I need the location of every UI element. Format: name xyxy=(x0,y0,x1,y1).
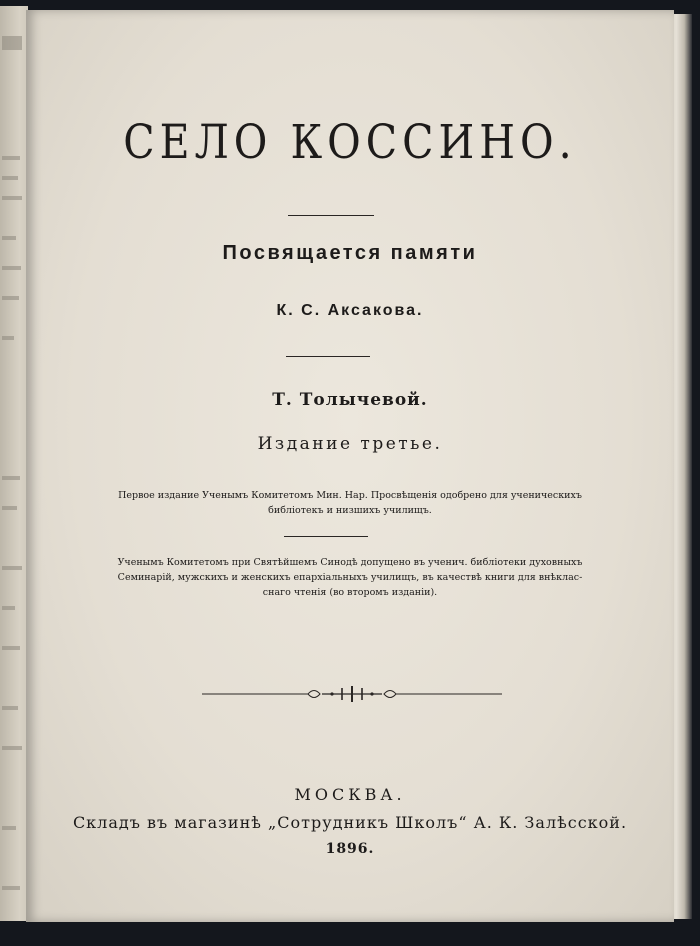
note-line: Семинарій, мужскихъ и женскихъ епархіальныхъ училищъ, въ качествѣ книги для внѣклас- xyxy=(117,572,583,583)
note-line: Первое издание Ученымъ Комитетомъ Мин. Нар. Просвѣщенія одобрено для ученическихъ xyxy=(118,490,582,501)
note-line: Ученымъ Комитетомъ при Святѣйшемъ Синодѣ допущено въ ученич. библіотеки духовныхъ xyxy=(117,557,583,568)
divider-rule xyxy=(284,536,368,537)
edition-line: Издание третье. xyxy=(257,434,443,454)
title-page xyxy=(26,10,674,922)
author-name: Т. Толычевой. xyxy=(272,390,428,410)
dedication-line: Посвящается памяти xyxy=(222,242,478,264)
publication-city: МОСКВА. xyxy=(294,785,406,804)
dedicatee-name: К. С. Аксакова. xyxy=(276,302,424,319)
book-title: СЕЛО КОССИНО. xyxy=(123,114,577,170)
approval-note-first xyxy=(26,488,674,518)
ornament-divider xyxy=(202,684,502,704)
note-line: снаго чтенія (во второмъ изданіи). xyxy=(262,587,438,598)
publication-year: 1896. xyxy=(325,841,375,857)
divider-rule xyxy=(286,356,370,357)
publisher-line: Складъ въ магазинѣ „Сотрудникъ Школъ“ А. К. Залѣсской. xyxy=(72,813,628,832)
approval-note-second xyxy=(26,555,674,600)
left-page-edge xyxy=(0,6,28,921)
divider-rule xyxy=(288,215,374,216)
note-line: библіотекъ и низшихъ училищъ. xyxy=(268,505,432,516)
